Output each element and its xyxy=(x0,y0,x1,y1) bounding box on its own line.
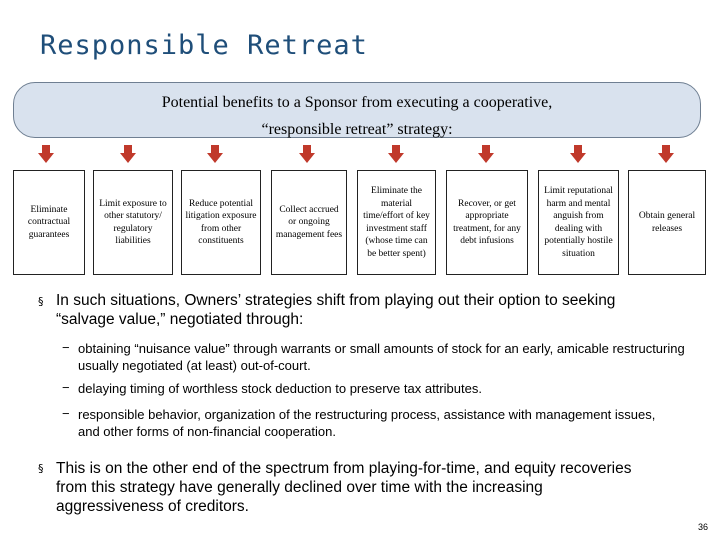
benefit-box: Collect accrued or ongoing management fees xyxy=(271,170,347,275)
slide-title: Responsible Retreat xyxy=(40,30,368,61)
down-arrow-icon xyxy=(658,145,674,163)
page-number: 36 xyxy=(697,522,708,532)
bullet-text: This is on the other end of the spectrum from playing-for-time, and equity recoveries from this strategy have generally declined over time with the increasing aggressiveness of creditors. xyxy=(56,460,632,515)
subbullet-text: responsible behavior, organization of the restructuring process, assistance with management issues, and other forms of non-financial cooperation. xyxy=(78,407,656,439)
benefits-banner xyxy=(13,82,701,138)
down-arrow-icon xyxy=(570,145,586,163)
bullet-marker: § xyxy=(38,295,44,308)
benefit-box: Recover, or get appropriate treatment, for any debt infusions xyxy=(446,170,528,275)
bullet-marker: § xyxy=(38,462,44,475)
down-arrow-icon xyxy=(207,145,223,163)
banner-line-2: “responsible retreat” strategy: xyxy=(261,121,453,138)
benefit-box: Eliminate the material time/effort of key investment staff (whose time can be better spent) xyxy=(357,170,436,275)
bullet-text: In such situations, Owners’ strategies shift from playing out their option to seeking “salvage value,” negotiated through: xyxy=(56,292,616,328)
subbullet-text: delaying timing of worthless stock deduction to preserve tax attributes. xyxy=(78,381,482,396)
down-arrow-icon xyxy=(120,145,136,163)
banner-line-1: Potential benefits to a Sponsor from executing a cooperative, xyxy=(161,94,553,111)
subbullet-text: obtaining “nuisance value” through warrants or small amounts of stock for an early, amicable restructuring usually negotiated (at least) out-of-court. xyxy=(78,341,685,373)
benefit-box: Limit reputational harm and mental anguish from dealing with potentially hostile situation xyxy=(538,170,619,275)
subbullet-marker: − xyxy=(62,340,70,355)
benefit-box: Reduce potential litigation exposure from other constituents xyxy=(181,170,261,275)
down-arrow-icon xyxy=(388,145,404,163)
subbullet-marker: − xyxy=(62,380,70,395)
subbullet-marker: − xyxy=(62,406,70,421)
down-arrow-icon xyxy=(38,145,54,163)
benefit-box: Eliminate contractual guarantees xyxy=(13,170,85,275)
down-arrow-icon xyxy=(478,145,494,163)
benefit-box: Obtain general releases xyxy=(628,170,706,275)
benefit-box: Limit exposure to other statutory/ regulatory liabilities xyxy=(93,170,173,275)
down-arrow-icon xyxy=(299,145,315,163)
